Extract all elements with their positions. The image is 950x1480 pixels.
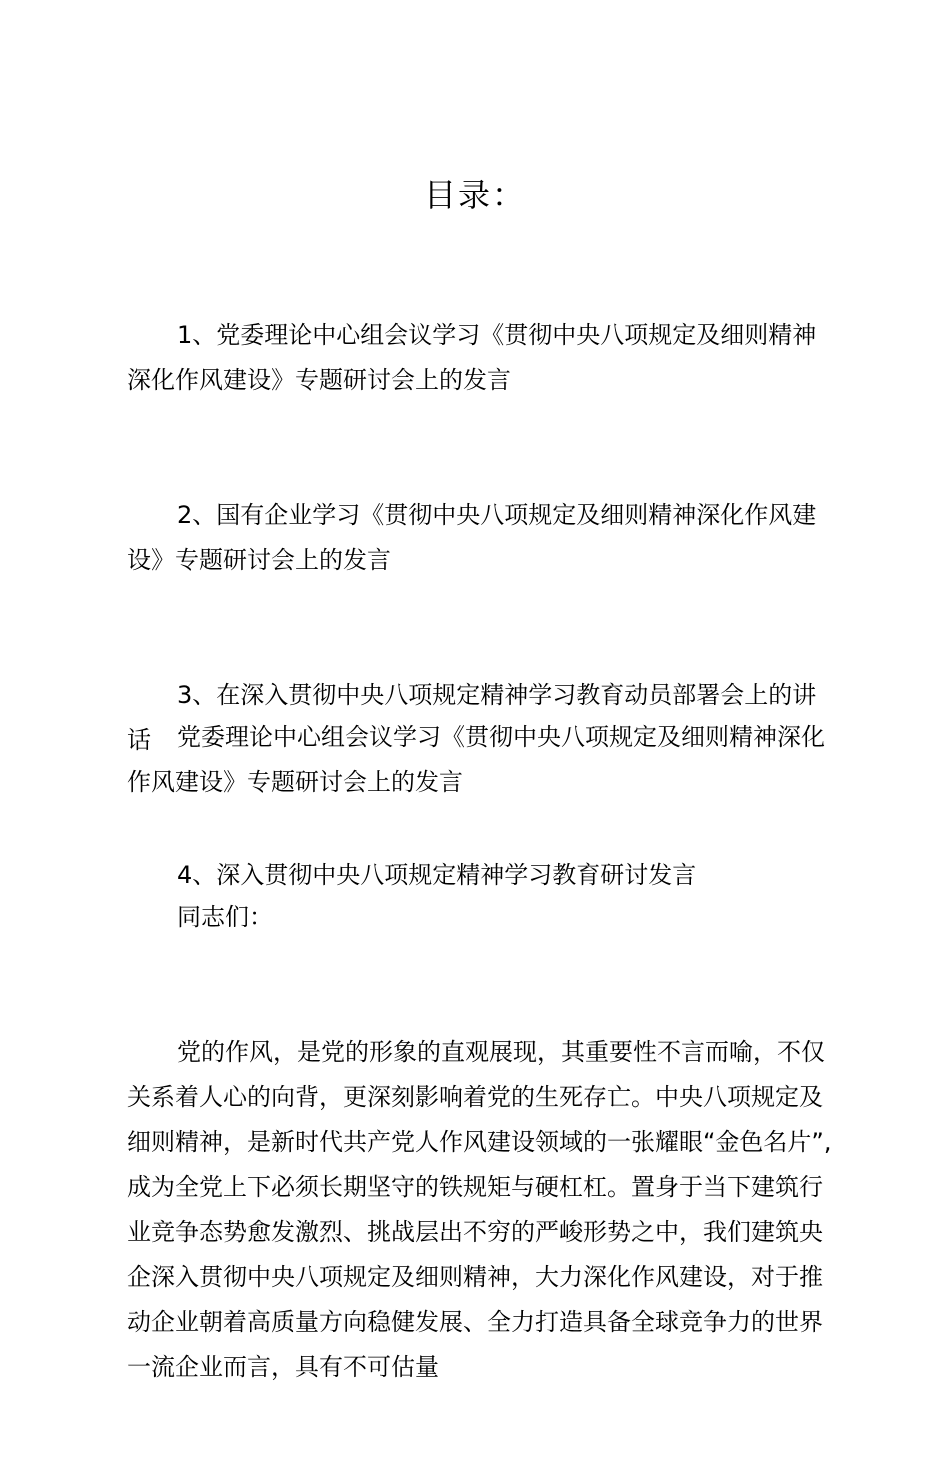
- article-section: [127, 625, 835, 1480]
- salutation: 同志们：: [177, 903, 273, 931]
- toc-title: 目录：: [423, 176, 526, 214]
- article-title: 党委理论中心组会议学习《贯彻中央八项规定及细则精神深化作风建设》专题研讨会上的发言: [127, 723, 825, 796]
- toc-item-2: 2、国有企业学习《贯彻中央八项规定及细则精神深化作风建设》专题研讨会上的发言: [127, 501, 817, 574]
- body-paragraph: 党的作风，是党的形象的直观展现，其重要性不言而喻，不仅关系着人心的向背，更深刻影响着党的生死存亡。中央八项规定及细则精神，是新时代共产党人作风建设领域的一张耀眼“金色名片”,成为全党上下必须长期坚守的铁规矩与硬杠杠。置身于当下建筑行业竞争态势愈发激烈、挑战层出不穷的严峻形势之中，我们建筑央企深入贯彻中央八项规定及细则精神，大力深化作风建设，对于推动企业朝着高质量方向稳健发展、全力打造具备全球竞争力的世界一流企业而言，具有不可估量: [127, 1038, 832, 1381]
- toc-item-3: 3、在深入贯彻中央八项规定精神学习教育动员部署会上的讲话: [127, 681, 817, 754]
- toc-item-4: 4、深入贯彻中央八项规定精神学习教育研讨发言: [177, 861, 697, 889]
- toc-item-1: 1、党委理论中心组会议学习《贯彻中央八项规定及细则精神深化作风建设》专题研讨会上的发言: [127, 321, 817, 394]
